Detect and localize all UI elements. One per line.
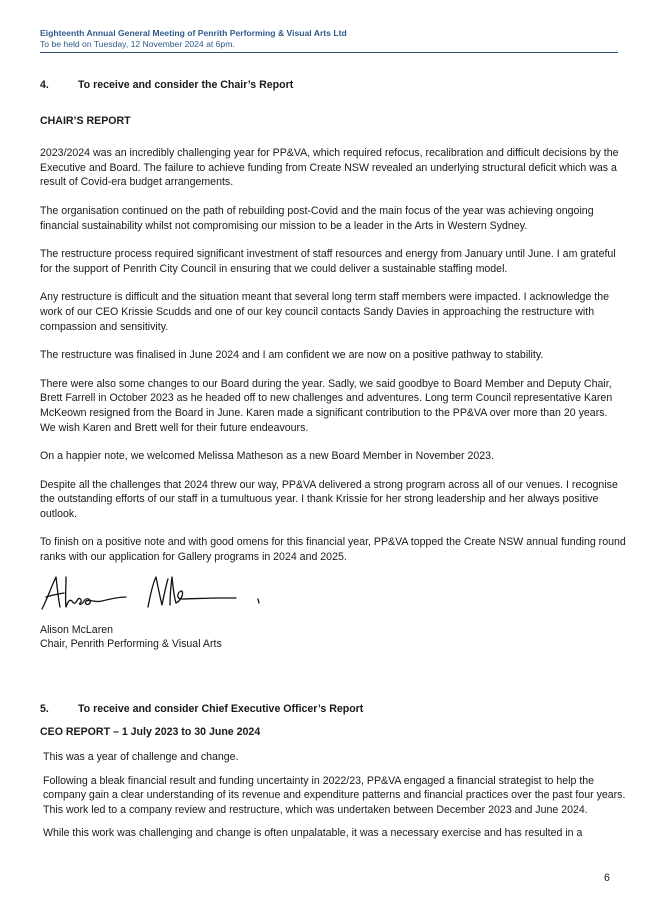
section-5-heading: [40, 702, 626, 717]
section-5-number: 5.: [40, 702, 49, 715]
chair-paragraph: The restructure was finalised in June 2024 and I am confident we are now on a positive pathway to stability.: [40, 349, 544, 362]
page-number: 6: [604, 872, 610, 884]
ceo-report-heading: CEO REPORT – 1 July 2023 to 30 June 2024: [40, 726, 261, 739]
signatory-name: Alison McLaren: [40, 623, 114, 636]
chair-paragraph: The organisation continued on the path of rebuilding post-Covid and the main focus of the year was achieving ongoing financial sustainability whilst not compromising our mission to be a leader in the Arts in Western Sydney.: [40, 204, 594, 232]
document-header: [40, 28, 618, 53]
section-4-title: To receive and consider the Chair’s Report: [78, 79, 294, 91]
chair-paragraph: There were also some changes to our Board during the year. Sadly, we said goodbye to Board Member and Deputy Chair, Brett Farrell in October 2023 as he headed off to new challenges and adventures. Long term Council representative Karen McKeown resigned from the Board in June. Karen made a significant contribution to the PP&VA over more than 20 years. We wish Karen and Brett well for their future endeavours.: [40, 377, 613, 434]
chair-paragraph: On a happier note, we welcomed Melissa Matheson as a new Board Member in November 2023.: [40, 450, 495, 463]
chair-paragraph: Despite all the challenges that 2024 threw our way, PP&VA delivered a strong program across all of our venues. I recognise the outstanding efforts of our staff in a tumultuous year. I thank Krissie for her strong leadership and her always positive outlook.: [40, 478, 618, 520]
ceo-paragraph: This was a year of challenge and change.: [43, 751, 239, 764]
meeting-date: To be held on Tuesday, 12 November 2024 at 6pm.: [40, 39, 235, 49]
handwritten-signature: [40, 571, 270, 615]
chair-report-heading: CHAIR’S REPORT: [40, 114, 131, 127]
meeting-title: Eighteenth Annual General Meeting of Penrith Performing & Visual Arts Ltd: [40, 28, 347, 38]
section-4-number: 4.: [40, 79, 49, 91]
chair-paragraph: To finish on a positive note and with good omens for this financial year, PP&VA topped the Create NSW annual funding round ranks with our application for Gallery programs in 2024 and 2025.: [40, 536, 626, 564]
signatory-role: Chair, Penrith Performing & Visual Arts: [40, 638, 222, 651]
page-content: [40, 78, 626, 841]
chair-paragraph: The restructure process required significant investment of staff resources and energy from January until June. I am grateful for the support of Penrith City Council in ensuring that we could deliver a sustainable staffing model.: [40, 248, 616, 275]
chair-paragraph: 2023/2024 was an incredibly challenging year for PP&VA, which required refocus, recalibration and difficult decisions by the Executive and Board. The failure to achieve funding from Create NSW revealed an underlying structural deficit which was a result of Covid-era budget arrangements.: [40, 147, 619, 189]
section-4-heading: [40, 78, 626, 93]
ceo-paragraph: Following a bleak financial result and funding uncertainty in 2022/23, PP&VA engaged a financial strategist to help the company gain a clear understanding of its revenue and expenditure patterns and financial practices over the past four years. This work led to a company review and restructure, which was undertaken between December 2023 and June 2024.: [43, 774, 626, 816]
chair-paragraph: Any restructure is difficult and the situation meant that several long term staff members were impacted. I acknowledge the work of our CEO Krissie Scudds and one of our key council contacts Sandy Davies in approaching the restructure with compassion and sensitivity.: [40, 291, 610, 333]
ceo-paragraph: While this work was challenging and change is often unpalatable, it was a necessary exercise and has resulted in a: [43, 827, 583, 840]
section-5-title: To receive and consider Chief Executive Officer’s Report: [78, 702, 364, 715]
